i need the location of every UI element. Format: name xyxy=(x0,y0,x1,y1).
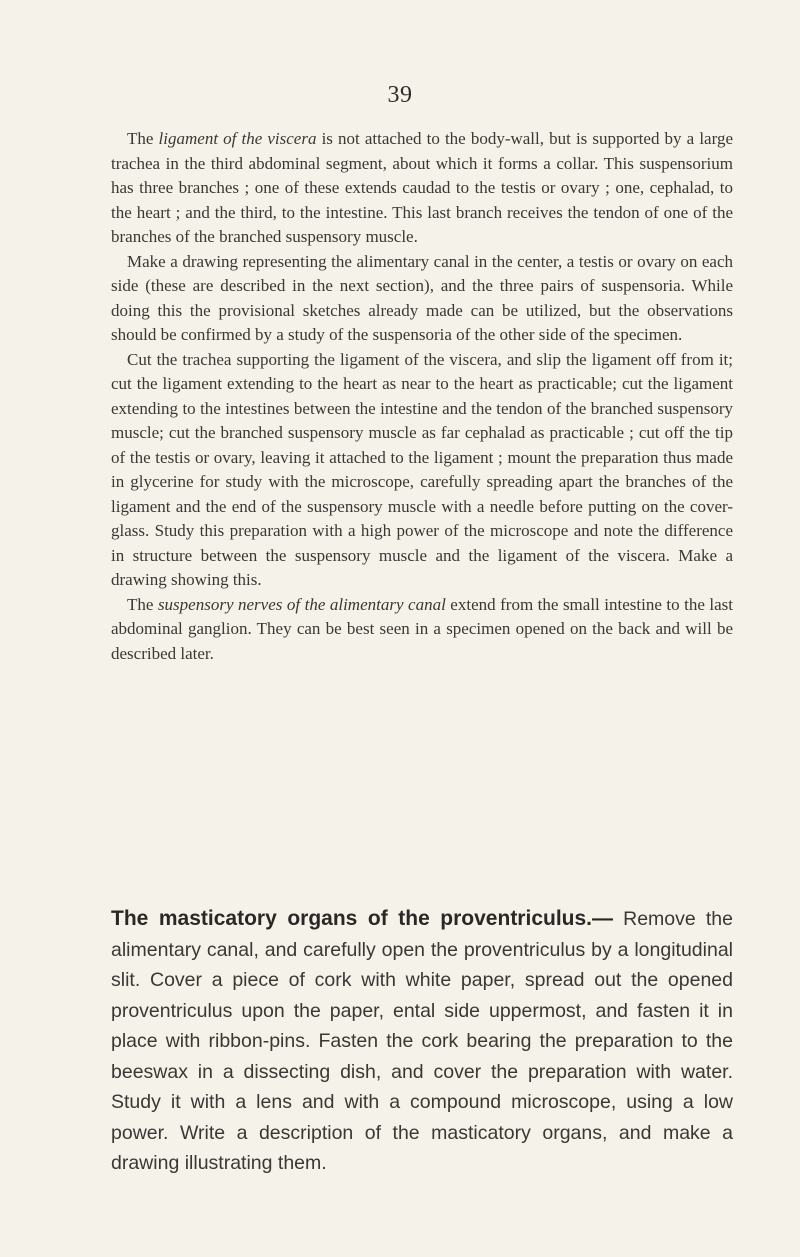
section-heading: The masticatory organs of the proventriculus.— xyxy=(111,907,613,930)
masticatory-organs-section xyxy=(111,904,733,1179)
paragraph-text: Cut the trachea supporting the ligament of the viscera, and slip the ligament off from it; cut the ligament extending to the heart as near to the heart as practicable; cut the ligament extending to the intestines between the intestine and the tendon of the branched suspensory muscle; cut the branched suspensory muscle as far cephalad as practicable ; cut off the tip of the testis or ovary, leaving it attached to the ligament ; mount the preparation thus made in glycerine for study with the microscope, carefully spreading apart the branches of the ligament and the end of the suspensory muscle with a needle before putting on the cover-glass. Study this preparation with a high power of the microscope and note the difference in structure between the suspensory muscle and the ligament of the viscera. Make a drawing showing this. xyxy=(111,349,733,589)
paragraph-text: is not attached to the body-wall, but is supported by a large trachea in the third abdominal segment, about which it forms a collar. This suspensorium has three branches ; one of these extends caudad to the testis or ovary ; one, cephalad, to the heart ; and the third, to the intestine. This last branch receives the tendon of one of the branches of the branched suspensory muscle. xyxy=(111,129,733,246)
paragraph-lead: The xyxy=(127,594,158,614)
section-paragraph xyxy=(111,904,733,1179)
section-text: Remove the alimentary canal, and carefully open the proventriculus by a longitudinal slit. Cover a piece of cork with white paper, spread out the opened proventriculus upon the paper, ental side uppermost, and fasten it in place with ribbon-pins. Fasten the cork bearing the preparation to the beeswax in a dissecting dish, and cover the preparation with water. Study it with a lens and with a compound microscope, using a low power. Write a description of the masticatory organs, and make a drawing illustrating them. xyxy=(111,908,733,1174)
body-text xyxy=(111,127,733,666)
paragraph-text: extend from the small intestine to the last abdominal ganglion. They can be best seen in a specimen opened on the back and will be described later. xyxy=(111,594,733,663)
paragraph-make-drawing xyxy=(111,250,733,348)
paragraph-text: Make a drawing representing the alimentary canal in the center, a testis or ovary on each side (these are described in the next section), and the three pairs of suspensoria. While doing this the provisional sketches already made can be utilized, but the observations should be confirmed by a study of the suspensoria of the other side of the specimen. xyxy=(111,251,733,344)
italic-term: suspensory nerves of the alimentary canal xyxy=(157,594,446,614)
italic-term: ligament of the viscera xyxy=(158,129,317,148)
page-number: 39 xyxy=(387,82,413,108)
paragraph-lead: The xyxy=(127,129,159,148)
paragraph-cut-trachea xyxy=(111,348,733,593)
paragraph-ligament-of-viscera xyxy=(111,127,733,250)
paragraph-suspensory-nerves xyxy=(111,593,733,667)
